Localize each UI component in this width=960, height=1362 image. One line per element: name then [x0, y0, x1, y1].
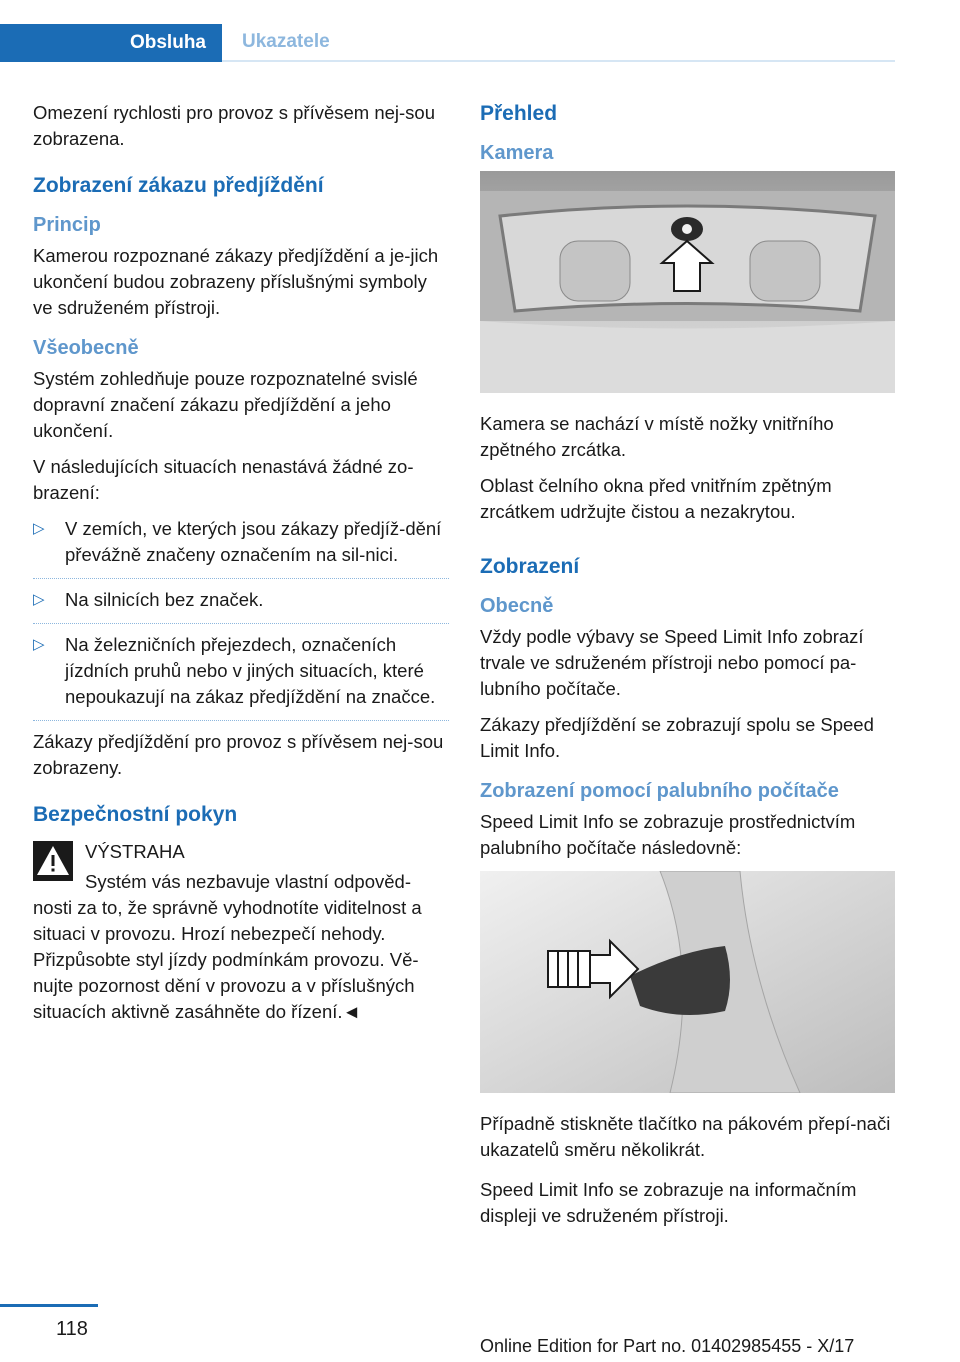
prives-paragraph: Zákazy předjíždění pro provoz s přívěsem nej-sou zobrazeny.	[33, 731, 444, 778]
heading-kamera: Kamera	[480, 142, 554, 164]
vseobecne-paragraph-1: Systém zohledňuje pouze rozpoznatelné svislé dopravní značení zákazu předjíždění a jeho ukončení.	[33, 368, 418, 441]
intro-paragraph: Omezení rychlosti pro provoz s přívěsem nej-sou zobrazena.	[33, 102, 436, 149]
warning-text: Systém vás nezbavuje vlastní odpověd-nosti za to, že správně vyhodnotíte viditelnost a situaci v provozu. Hrozí nebezpečí nehody. Přizpůsobte styl jízdy podmínkám provozu. Vě-nujte pozornost dění v provozu a v příslušných situacích aktivně zasáhněte do řízení.◄	[33, 871, 422, 1022]
heading-obecne: Obecně	[480, 595, 554, 617]
situations-list	[33, 516, 449, 721]
kamera-paragraph-2: Oblast čelního okna před vnitřním zpětným zrcátkem udržujte čistou a nezakrytou.	[480, 475, 832, 522]
triangle-bullet-icon: ▷	[33, 591, 45, 608]
triangle-bullet-icon: ▷	[33, 520, 45, 537]
heading-zakaz: Zobrazení zákazu předjíždění	[33, 174, 324, 197]
page-number: 118	[56, 1318, 88, 1340]
heading-prehled: Přehled	[480, 102, 558, 125]
triangle-bullet-icon: ▷	[33, 636, 45, 653]
heading-princip: Princip	[33, 214, 101, 236]
header-tabs	[0, 24, 895, 62]
heading-zobrazeni: Zobrazení	[480, 555, 580, 578]
list-item: ▷ Na železničních přejezdech, označeních jízdních pruhů nebo v jiných situacích, které nepoukazují na zákaz předjíždění na značce.	[33, 632, 449, 721]
vseobecne-paragraph-2: V následujících situacích nenastává žádné zo-brazení:	[33, 456, 414, 503]
obecne-paragraph-2: Zákazy předjíždění se zobrazují spolu se Speed Limit Info.	[480, 714, 874, 761]
list-item: ▷ V zemích, ve kterých jsou zákazy předjíž-dění převážně značeny označením na sil-nici.	[33, 516, 449, 579]
warning-triangle-icon	[33, 841, 73, 881]
heading-palubni: Zobrazení pomocí palubního počítače	[480, 780, 839, 802]
footer-accent-line	[0, 1304, 98, 1307]
list-item: ▷ Na silnicích bez značek.	[33, 587, 449, 624]
stalk-button-image	[480, 871, 895, 1093]
tlacitko-paragraph: Případně stiskněte tlačítko na pákovém přepí-nači ukazatelů směru několikrát.	[480, 1113, 891, 1160]
displej-paragraph: Speed Limit Info se zobrazuje na informačním displeji ve sdruženém přístroji.	[480, 1179, 857, 1226]
warning-title: VÝSTRAHA	[85, 841, 185, 862]
palubni-paragraph: Speed Limit Info se zobrazuje prostřednictvím palubního počítače následovně:	[480, 811, 856, 858]
right-column	[480, 100, 896, 1239]
obecne-paragraph-1: Vždy podle výbavy se Speed Limit Info zobrazí trvale ve sdruženém přístroji nebo pomocí pa-lubního počítače.	[480, 626, 864, 699]
tab-ukazatele[interactable]: Ukazatele	[222, 24, 895, 62]
heading-pokyn: Bezpečnostní pokyn	[33, 803, 238, 826]
left-column	[33, 100, 449, 1035]
tab-obsluha[interactable]: Obsluha	[0, 24, 222, 62]
edition-text: Online Edition for Part no. 01402985455 - X/17	[480, 1336, 855, 1356]
kamera-paragraph-1: Kamera se nachází v místě nožky vnitřního zpětného zrcátka.	[480, 413, 834, 460]
camera-location-image	[480, 171, 895, 393]
heading-vseobecne: Všeobecně	[33, 337, 139, 359]
princip-paragraph: Kamerou rozpoznané zákazy předjíždění a je-jich ukončení budou zobrazeny příslušnými symboly ve sdruženém přístroji.	[33, 245, 439, 318]
